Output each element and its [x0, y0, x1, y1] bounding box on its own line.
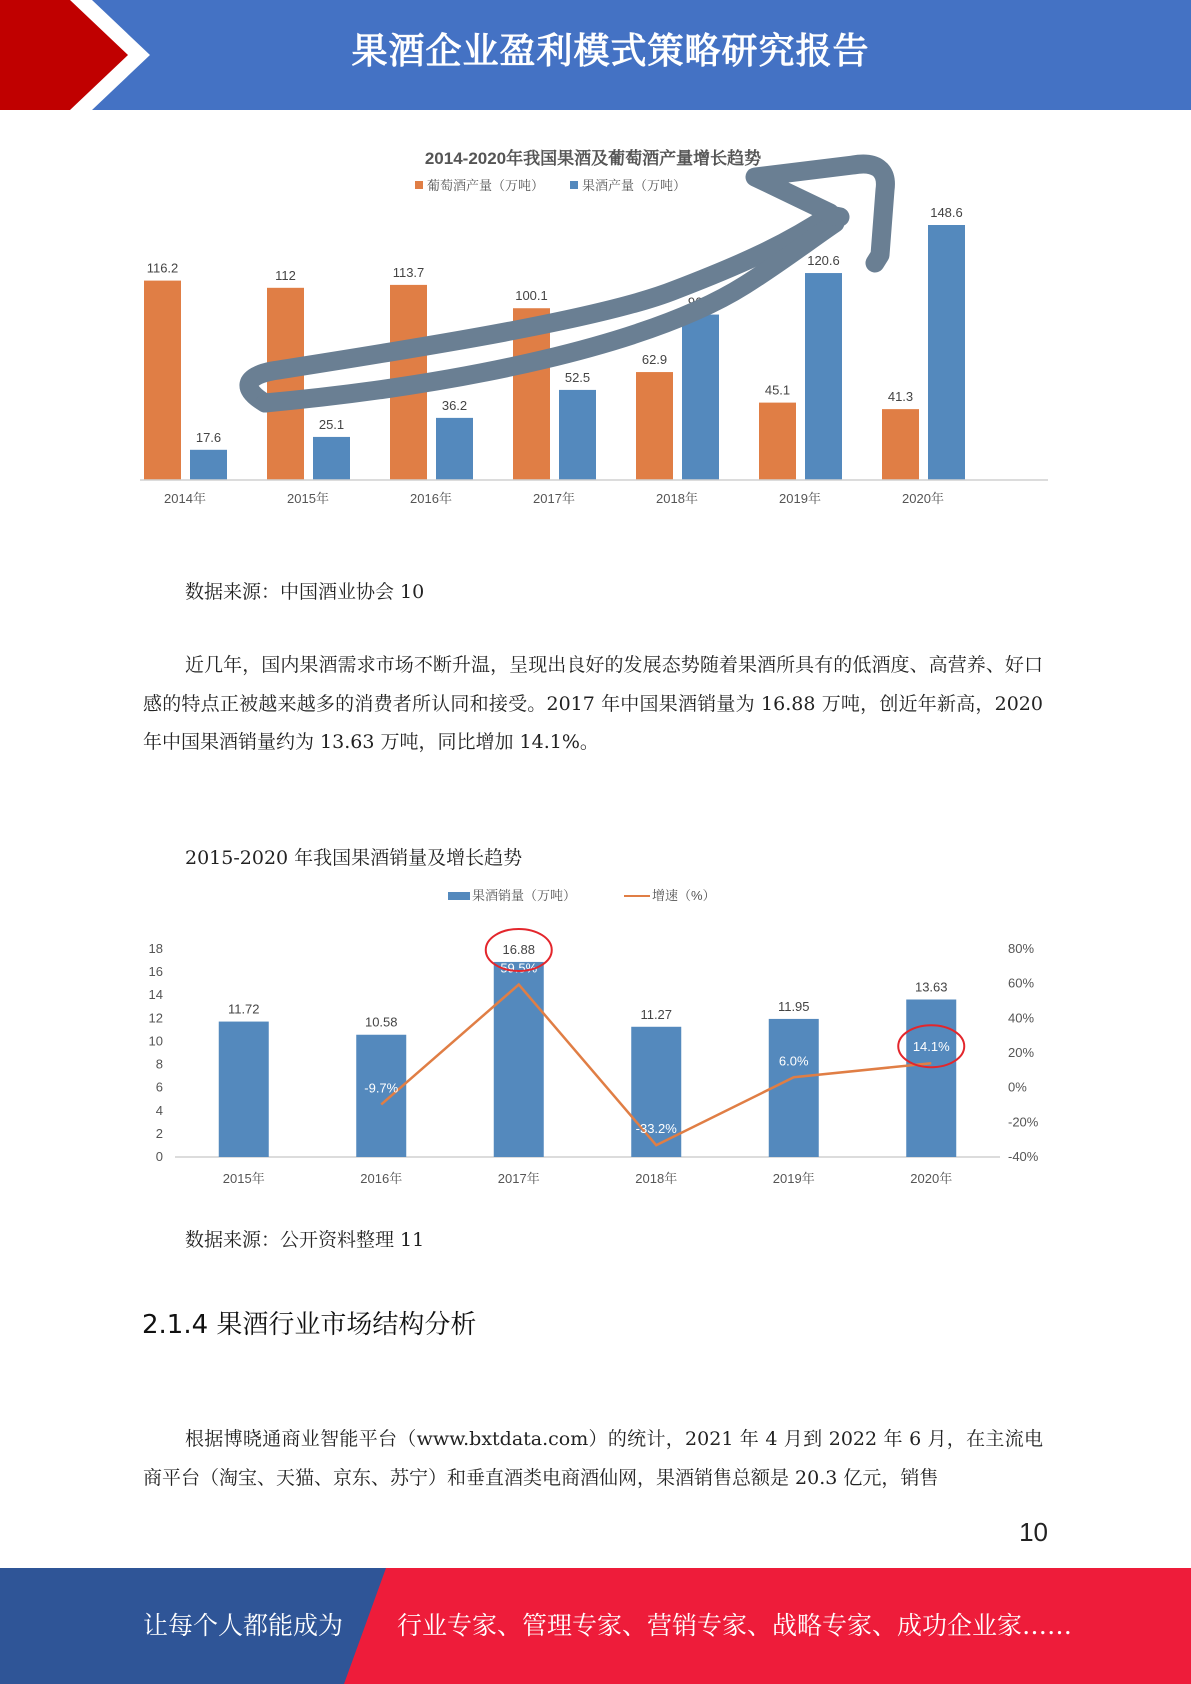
- chart2-bar: [356, 1035, 406, 1157]
- chart2-left-tick: 12: [148, 1010, 163, 1026]
- chart2-bars: [219, 942, 957, 1157]
- chart1-data-label: 96.4: [687, 294, 714, 310]
- chart1-bar: [436, 418, 473, 480]
- chart2-x-tick: 2018年: [635, 1171, 678, 1186]
- chart2-legend-label: 增速（%）: [652, 888, 716, 903]
- chart1-legend-label: 葡萄酒产量（万吨）: [427, 178, 545, 193]
- chart2-highlight-circles: [486, 929, 965, 1067]
- chart1-bar: [267, 288, 304, 480]
- chart2-x-tick: 2020年: [910, 1171, 953, 1186]
- chart1-bar: [144, 281, 181, 480]
- chart1-data-label: 112: [275, 267, 296, 283]
- chart1-bar: [759, 403, 796, 480]
- chart1-bar: [882, 409, 919, 480]
- chart1-bar: [636, 372, 673, 480]
- section-heading: 2.1.4 果酒行业市场结构分析: [142, 1310, 477, 1340]
- chart2-legend: [448, 888, 716, 903]
- chart1-legend-swatch: [415, 181, 423, 189]
- chart1-source: 数据来源：中国酒业协会 10: [185, 581, 425, 603]
- chart2-right-tick: -40%: [1008, 1149, 1039, 1164]
- chart1-data-label: 148.6: [930, 205, 963, 220]
- chart1-data-label: 100.1: [515, 288, 548, 304]
- chart2-line-label: -9.7%: [364, 1080, 399, 1096]
- chart2-left-tick: 10: [148, 1033, 163, 1049]
- chart1-x-tick: 2018年: [656, 491, 698, 506]
- chart1-x-tick-labels: [164, 491, 944, 506]
- chart2-left-tick: 16: [148, 964, 163, 980]
- chart1-bar: [190, 450, 227, 480]
- chart2-bar-label: 11.27: [640, 1006, 673, 1022]
- chart1-data-label: 116.2: [146, 260, 179, 276]
- chart2-left-tick: 8: [155, 1056, 163, 1072]
- chart1-data-label: 62.9: [641, 352, 668, 368]
- chart1-title: 2014-2020年我国果酒及葡萄酒产量增长趋势: [424, 149, 762, 168]
- chart2-caption: 2015-2020 年我国果酒销量及增长趋势: [185, 847, 523, 869]
- chart2-right-axis-ticks: [1008, 941, 1039, 1164]
- chart2-left-tick: 0: [155, 1149, 163, 1164]
- growth-arrow-annotation: [249, 164, 885, 403]
- chart1-x-tick: 2017年: [533, 491, 575, 506]
- chart1-x-tick: 2016年: [410, 491, 452, 506]
- page-footer: [0, 1568, 1191, 1684]
- chart1-bar: [313, 437, 350, 480]
- chart1-legend: [415, 178, 686, 193]
- chart2-bar-label: 13.63: [914, 979, 948, 995]
- chart2-right-tick: -20%: [1008, 1114, 1039, 1130]
- chart2-left-tick: 6: [155, 1079, 163, 1095]
- chart2-left-tick: 4: [155, 1102, 163, 1118]
- chart1-x-tick: 2019年: [779, 491, 821, 506]
- chart2-x-tick-labels: [223, 1171, 952, 1186]
- chart1-data-label: 113.7: [392, 264, 425, 280]
- chart1-data-label: 41.3: [887, 389, 914, 405]
- chart1-data-label: 45.1: [764, 382, 791, 398]
- chart2-bar-label: 11.72: [227, 1001, 260, 1017]
- chart1-x-tick: 2020年: [902, 491, 944, 506]
- chart1-legend-label: 果酒产量（万吨）: [582, 178, 687, 193]
- chart2-x-tick: 2017年: [497, 1171, 540, 1186]
- chart2-right-tick: 60%: [1008, 975, 1035, 991]
- chart2-line-label: 6.0%: [778, 1053, 809, 1069]
- chart1-bar: [559, 390, 596, 480]
- chart2-left-axis-ticks: [149, 941, 163, 1164]
- page-number: 10: [1019, 1517, 1048, 1547]
- chart2-bar-label: 10.58: [364, 1014, 398, 1030]
- chart2-right-tick: 20%: [1008, 1045, 1035, 1060]
- chart2-bar: [906, 999, 956, 1157]
- chart1-bar: [928, 225, 965, 480]
- chart2-line-label: 59.5%: [500, 960, 538, 976]
- chart2-bar-label: 11.95: [777, 998, 810, 1014]
- chart1-x-tick: 2015年: [287, 491, 329, 506]
- chart1-data-label: 52.5: [564, 369, 591, 385]
- chart2-bar-label: 16.88: [502, 941, 536, 957]
- chart2-x-tick: 2015年: [222, 1171, 265, 1186]
- page-header: [0, 0, 1191, 110]
- chart2-right-tick: 40%: [1008, 1010, 1035, 1026]
- chart1-data-label: 17.6: [195, 429, 222, 445]
- report-title: 果酒企业盈利模式策略研究报告: [351, 31, 870, 72]
- chart2-bar: [769, 1019, 819, 1157]
- chart2-right-tick: 0%: [1008, 1079, 1027, 1095]
- chart1-x-tick: 2014年: [164, 491, 206, 506]
- chart1-data-label: 120.6: [807, 253, 840, 269]
- chart1-legend-swatch: [570, 181, 578, 189]
- chart2-right-tick: 80%: [1008, 941, 1035, 956]
- chart2-line-label: 14.1%: [912, 1039, 950, 1055]
- production-trend-chart: [130, 135, 1060, 555]
- chart2-bar: [219, 1022, 269, 1157]
- chart2-x-tick: 2019年: [772, 1171, 815, 1186]
- chart2-x-tick: 2016年: [360, 1171, 403, 1186]
- chart2-left-tick: 18: [148, 941, 163, 956]
- chart2-bar: [494, 962, 544, 1157]
- chart1-bars: [144, 205, 965, 480]
- chart2-line-label: -33.2%: [635, 1121, 677, 1137]
- chart2-left-tick: 2: [155, 1125, 163, 1141]
- chart1-bar: [682, 315, 719, 480]
- chart2-source: 数据来源：公开资料整理 11: [185, 1229, 425, 1251]
- footer-slogan-left: 让每个人都能成为: [143, 1611, 344, 1640]
- chart1-bar: [805, 273, 842, 480]
- chart1-data-label: 36.2: [441, 397, 468, 413]
- chart2-left-tick: 14: [148, 987, 163, 1003]
- chart1-data-label: 25.1: [318, 416, 345, 432]
- body-paragraph-1: 近几年，国内果酒需求市场不断升温，呈现出良好的发展态势随着果酒所具有的低酒度、高营养、好口感的特点正被越来越多的消费者所认同和接受。2017 年中国果酒销量为 16.88 万吨，创近年新高，2020 年中国果酒销量约为 13.63 万吨，同比增加 14.1%。: [143, 654, 1043, 753]
- sales-trend-chart: [130, 878, 1060, 1198]
- chart2-legend-label: 果酒销量（万吨）: [472, 888, 577, 903]
- chart2-legend-swatch: [448, 892, 470, 900]
- footer-slogan-right: 行业专家、管理专家、营销专家、战略专家、成功企业家……: [397, 1611, 1073, 1640]
- body-paragraph-2: 根据博晓通商业智能平台（www.bxtdata.com）的统计，2021 年 4 月到 2022 年 6 月，在主流电商平台（淘宝、天猫、京东、苏宁）和垂直酒类电商酒仙网，果酒销售总额是 20.3 亿元，销售: [143, 1428, 1043, 1489]
